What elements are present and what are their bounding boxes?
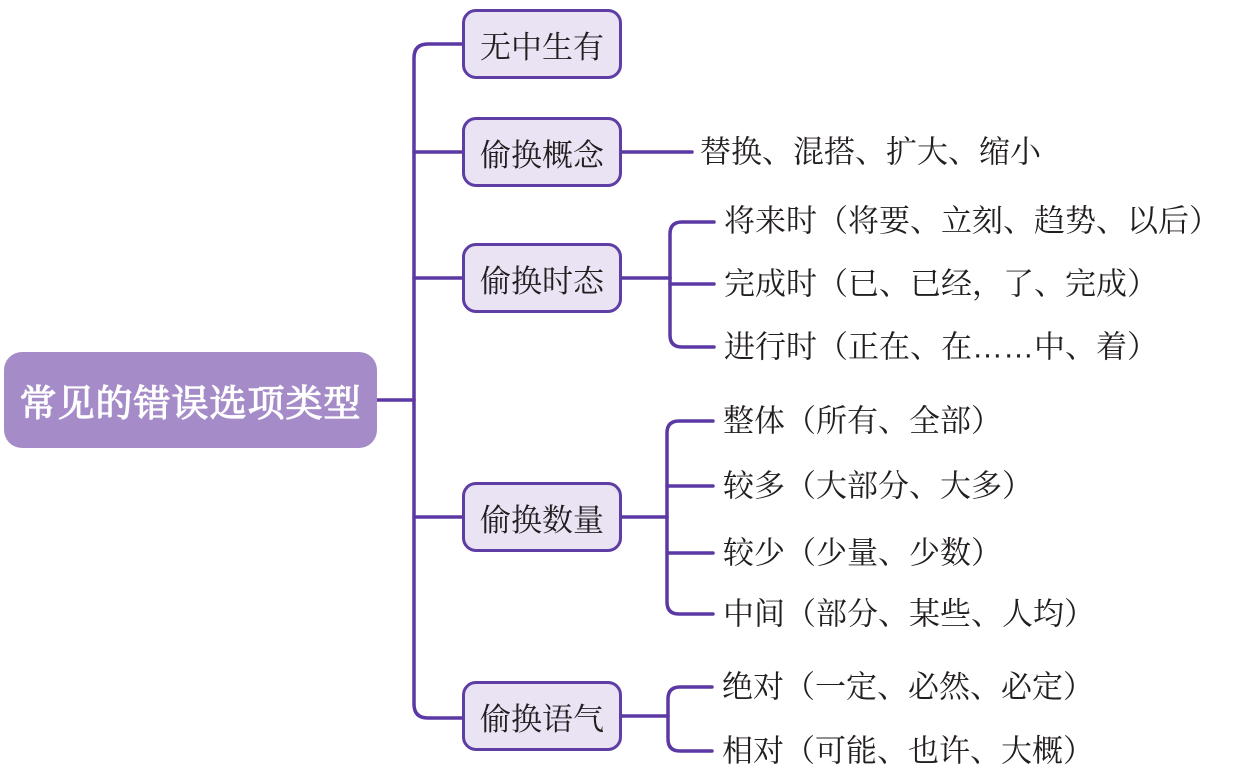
branch-node-wuzhongshengyou: 无中生有 [462, 9, 622, 79]
leaf-tense-future: 将来时（将要、立刻、趋势、以后） [724, 203, 1220, 239]
wire-tone-leaf1 [668, 687, 712, 716]
leaf-tone-relative: 相对（可能、也许、大概） [722, 733, 1094, 769]
wire-quantity-leaf4 [667, 517, 713, 614]
wire-quantity-leaf1 [667, 421, 713, 517]
wire-tense-leaf1 [670, 222, 714, 278]
wire-spine-top [414, 44, 462, 400]
branch-node-tense: 偷换时态 [462, 243, 622, 313]
branch-node-quantity: 偷换数量 [462, 482, 622, 552]
wire-spine-bottom [414, 400, 462, 718]
root-node: 常见的错误选项类型 [4, 352, 377, 448]
branch-node-tone: 偷换语气 [462, 681, 622, 751]
leaf-quantity-less: 较少（少量、少数） [723, 535, 1002, 571]
leaf-quantity-whole: 整体（所有、全部） [723, 403, 1002, 439]
leaf-quantity-more: 较多（大部分、大多） [723, 468, 1033, 504]
leaf-tone-absolute: 绝对（一定、必然、必定） [722, 669, 1094, 705]
leaf-quantity-middle: 中间（部分、某些、人均） [723, 596, 1095, 632]
wire-tense-leaf3 [670, 278, 714, 347]
branch-node-concept: 偷换概念 [462, 117, 622, 187]
leaf-concept-1: 替换、混搭、扩大、缩小 [700, 134, 1041, 170]
leaf-tense-progressive: 进行时（正在、在……中、着） [724, 329, 1158, 365]
wire-tone-leaf2 [668, 716, 712, 751]
leaf-tense-perfect: 完成时（已、已经，了、完成） [724, 266, 1158, 302]
